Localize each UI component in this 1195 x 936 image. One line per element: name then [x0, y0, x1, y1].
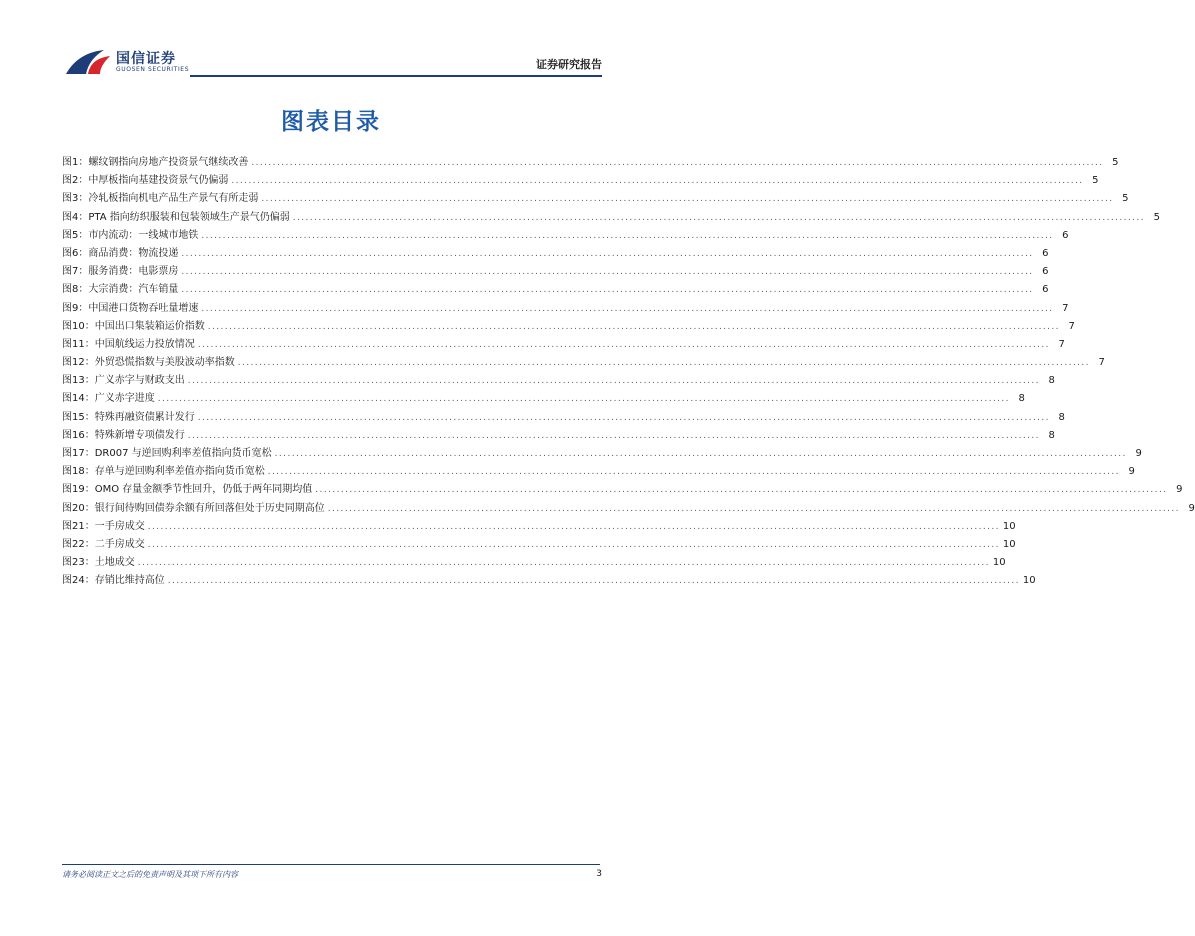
toc-entry[interactable] [62, 154, 1119, 172]
toc-entry[interactable] [62, 263, 1049, 281]
toc-figure-number: 图8： [62, 284, 89, 296]
toc-figure-title: 中厚板指向基建投资景气仍偏弱 [88, 175, 229, 187]
toc-figure-title: 二手房成交 [94, 538, 145, 550]
toc-figure-title: 特殊新增专项债发行 [94, 429, 185, 441]
toc-figure-number: 图7： [62, 266, 89, 278]
figure-table-of-contents [62, 154, 1195, 591]
toc-page-number: 7 [1068, 320, 1075, 332]
toc-page-number: 5 [1122, 193, 1129, 205]
header-divider [190, 75, 602, 77]
toc-figure-title: 特殊再融资债累计发行 [94, 411, 195, 423]
toc-figure-title: 市内流动：一线城市地铁 [88, 229, 199, 241]
toc-figure-number: 图9： [62, 302, 89, 314]
toc-figure-title: 大宗消费：汽车销量 [88, 284, 179, 296]
toc-figure-title: 广义赤字进度 [94, 393, 155, 405]
toc-dot-leader: ........................................................................................................................................................................................................ [231, 176, 1084, 187]
toc-figure-number: 图16： [62, 429, 95, 441]
toc-entry[interactable] [62, 245, 1049, 263]
toc-figure-title: 冷轧板指向机电产品生产景气有所走弱 [88, 193, 259, 205]
toc-dot-leader: ........................................................................................................................................................................................................ [251, 158, 1104, 168]
toc-entry[interactable] [62, 300, 1069, 318]
toc-dot-leader: ........................................................................................................................................................................................................ [237, 358, 1090, 369]
toc-dot-leader: ........................................................................................................................................................................................................ [292, 212, 1145, 223]
toc-entry[interactable] [62, 354, 1105, 372]
toc-page-number: 10 [1002, 538, 1016, 550]
toc-entry[interactable] [62, 281, 1049, 299]
toc-figure-title: 外贸恐慌指数与美股波动率指数 [94, 357, 235, 369]
report-type-label: 证券研究报告 [536, 58, 602, 71]
toc-figure-number: 图14： [62, 393, 95, 405]
toc-entry[interactable] [62, 518, 1016, 536]
toc-entry[interactable] [62, 445, 1142, 463]
toc-page-number: 8 [1018, 393, 1025, 405]
toc-figure-title: DR007 与逆回购利率差值指向货币宽松 [94, 448, 272, 459]
toc-figure-number: 图21： [62, 520, 95, 532]
toc-page-number: 8 [1058, 411, 1065, 423]
toc-dot-leader: ........................................................................................................................................................................................................ [187, 376, 1040, 387]
toc-entry[interactable] [62, 481, 1183, 499]
toc-dot-leader: ........................................................................................................................................................................................................ [207, 321, 1060, 332]
toc-dot-leader: ........................................................................................................................................................................................................ [157, 394, 1010, 405]
toc-figure-title: 中国出口集装箱运价指数 [94, 320, 205, 332]
toc-figure-number: 图24： [62, 575, 95, 587]
toc-entry[interactable] [62, 500, 1195, 518]
toc-figure-number: 图2： [62, 175, 89, 187]
toc-entry[interactable] [62, 372, 1055, 390]
toc-figure-number: 图20： [62, 502, 95, 514]
toc-figure-title: 螺纹钢指向房地产投资景气继续改善 [88, 157, 249, 168]
page-number: 3 [596, 869, 602, 879]
toc-page-number: 9 [1188, 502, 1195, 514]
toc-figure-number: 图12： [62, 357, 95, 369]
toc-figure-number: 图22： [62, 538, 95, 550]
toc-figure-number: 图4： [62, 211, 89, 223]
toc-figure-number: 图15： [62, 411, 95, 423]
toc-figure-number: 图13： [62, 375, 95, 387]
toc-figure-title: PTA 指向纺织服装和包装领域生产景气仍偏弱 [88, 211, 290, 223]
toc-page-number: 6 [1042, 266, 1049, 278]
toc-page-number: 7 [1058, 338, 1065, 350]
toc-entry[interactable] [62, 427, 1055, 445]
toc-page-number: 5 [1112, 157, 1119, 168]
toc-dot-leader: ........................................................................................................................................................................................................ [201, 303, 1054, 314]
toc-figure-title: 广义赤字与财政支出 [94, 375, 185, 387]
toc-page-number: 6 [1042, 284, 1049, 296]
toc-page-number: 9 [1128, 466, 1135, 478]
toc-dot-leader: ........................................................................................................................................................................................................ [181, 267, 1034, 278]
toc-figure-number: 图17： [62, 448, 95, 459]
toc-figure-title: 土地成交 [94, 557, 135, 569]
toc-figure-number: 图6： [62, 247, 89, 259]
brand-name: 国信证券 [116, 51, 176, 67]
guosen-logo-icon [64, 46, 112, 78]
toc-page-number: 8 [1048, 375, 1055, 387]
page-title: 图表目录 [281, 109, 381, 135]
toc-dot-leader: ........................................................................................................................................................................................................ [197, 339, 1050, 350]
toc-page-number: 6 [1042, 247, 1049, 259]
toc-dot-leader: ........................................................................................................................................................................................................ [167, 576, 1020, 587]
toc-figure-title: 存单与逆回购利率差值亦指向货币宽松 [94, 466, 265, 478]
toc-page-number: 10 [992, 557, 1006, 569]
toc-figure-title: 银行间待购回债券余额有所回落但处于历史同期高位 [94, 502, 325, 514]
toc-figure-title: 中国航线运力投放情况 [94, 338, 195, 350]
toc-entry[interactable] [62, 572, 1036, 590]
toc-figure-title: 存销比维持高位 [94, 575, 165, 587]
toc-dot-leader: ........................................................................................................................................................................................................ [315, 485, 1168, 496]
toc-dot-leader: ........................................................................................................................................................................................................ [327, 503, 1180, 514]
toc-figure-title: 商品消费：物流投递 [88, 247, 179, 259]
toc-entry[interactable] [62, 172, 1099, 190]
toc-figure-number: 图10： [62, 320, 95, 332]
toc-dot-leader: ........................................................................................................................................................................................................ [261, 194, 1114, 205]
toc-dot-leader: ........................................................................................................................................................................................................ [181, 248, 1034, 259]
toc-entry[interactable] [62, 536, 1016, 554]
toc-figure-number: 图1： [62, 157, 89, 168]
toc-dot-leader: ........................................................................................................................................................................................................ [181, 285, 1034, 296]
toc-dot-leader: ........................................................................................................................................................................................................ [267, 467, 1120, 478]
toc-page-number: 9 [1135, 448, 1142, 459]
toc-figure-title: 中国港口货物吞吐量增速 [88, 302, 199, 314]
toc-figure-number: 图11： [62, 338, 95, 350]
toc-page-number: 7 [1062, 302, 1069, 314]
toc-dot-leader: ........................................................................................................................................................................................................ [147, 539, 1000, 550]
toc-page-number: 5 [1153, 211, 1160, 223]
brand-name-english: GUOSEN SECURITIES [116, 66, 190, 73]
toc-entry[interactable] [62, 554, 1006, 572]
toc-page-number: 6 [1062, 229, 1069, 241]
toc-page-number: 7 [1098, 357, 1105, 369]
footer-divider [62, 864, 600, 865]
toc-figure-number: 图19： [62, 484, 95, 496]
toc-entry[interactable] [62, 227, 1069, 245]
toc-page-number: 10 [1002, 520, 1016, 532]
toc-figure-number: 图23： [62, 557, 95, 569]
toc-dot-leader: ........................................................................................................................................................................................................ [187, 430, 1040, 441]
toc-dot-leader: ........................................................................................................................................................................................................ [274, 449, 1127, 459]
toc-entry[interactable] [62, 336, 1065, 354]
toc-dot-leader: ........................................................................................................................................................................................................ [147, 521, 1000, 532]
toc-page-number: 8 [1048, 429, 1055, 441]
toc-figure-number: 图3： [62, 193, 89, 205]
toc-figure-title: 一手房成交 [94, 520, 145, 532]
toc-dot-leader: ........................................................................................................................................................................................................ [201, 230, 1054, 241]
toc-entry[interactable] [62, 190, 1129, 208]
toc-dot-leader: ........................................................................................................................................................................................................ [197, 412, 1050, 423]
page-header [0, 0, 662, 80]
toc-figure-number: 图18： [62, 466, 95, 478]
toc-figure-number: 图5： [62, 229, 89, 241]
toc-figure-title: OMO 存量金额季节性回升，仍低于两年同期均值 [94, 484, 313, 496]
toc-entry[interactable] [62, 409, 1065, 427]
toc-entry[interactable] [62, 390, 1025, 408]
toc-page-number: 10 [1022, 575, 1036, 587]
toc-page-number: 9 [1176, 484, 1183, 496]
toc-entry[interactable] [62, 463, 1135, 481]
toc-entry[interactable] [62, 209, 1160, 227]
toc-dot-leader: ........................................................................................................................................................................................................ [137, 558, 990, 569]
toc-figure-title: 服务消费：电影票房 [88, 266, 179, 278]
toc-entry[interactable] [62, 318, 1075, 336]
toc-page-number: 5 [1092, 175, 1099, 187]
disclaimer-note: 请务必阅读正文之后的免责声明及其项下所有内容 [62, 870, 238, 879]
